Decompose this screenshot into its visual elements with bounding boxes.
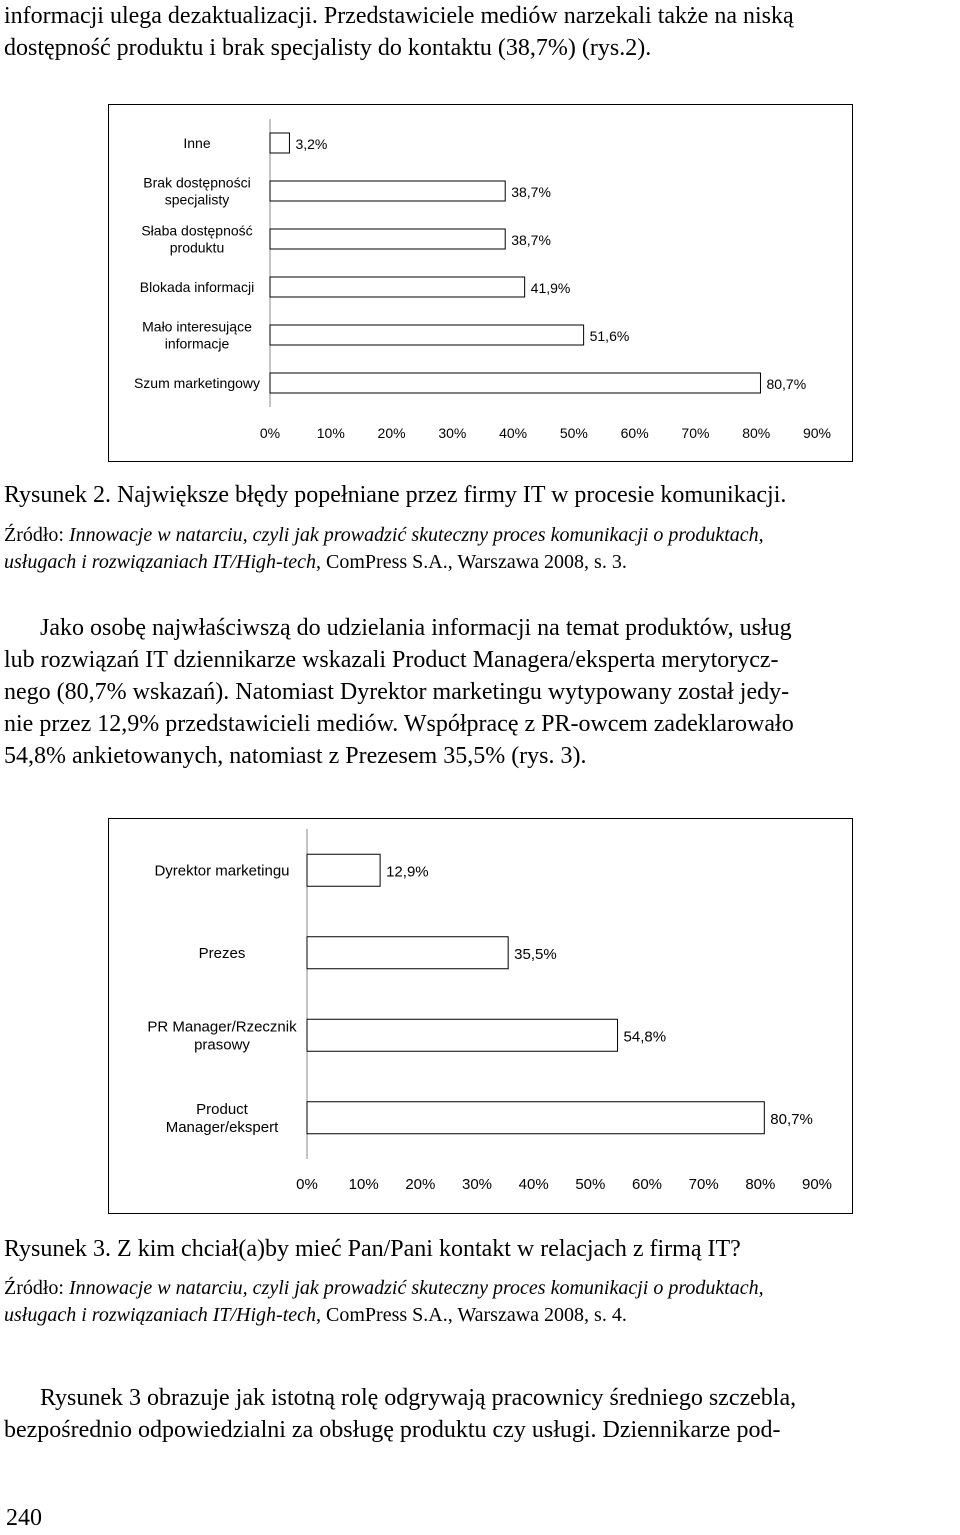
category-label: prasowy <box>194 1036 250 1054</box>
paragraph-line: nego (80,7% wskazań). Natomiast Dyrektor marketingu wytypowany został jedy- <box>4 679 790 705</box>
figure-2-caption: Rysunek 2. Największe błędy popełniane przez firmy IT w procesie komunikacji. <box>4 482 787 508</box>
bottom-paragraph <box>4 1382 956 1446</box>
figure-3-svg <box>109 819 852 1213</box>
bar <box>270 373 760 393</box>
x-tick-label: 60% <box>620 425 649 441</box>
bar-value-label: 35,5% <box>514 945 557 963</box>
x-tick-label: 90% <box>801 1176 833 1193</box>
x-tick-label: 40% <box>499 425 528 441</box>
x-tick-label: 70% <box>681 425 710 441</box>
bar-value-label: 38,7% <box>511 184 551 200</box>
bar <box>270 229 505 249</box>
bar <box>270 277 525 297</box>
page-number: 240 <box>6 1505 42 1531</box>
category-label: Inne <box>183 135 211 151</box>
source-publisher: , ComPress S.A., Warszawa 2008, s. 4. <box>316 1304 627 1326</box>
category-label: produktu <box>169 239 225 256</box>
x-tick-label: 60% <box>631 1176 663 1193</box>
x-tick-label: 10% <box>316 425 345 441</box>
bar-value-label: 41,9% <box>530 280 571 296</box>
category-label: specjalisty <box>164 191 230 208</box>
figure-3-caption: Rysunek 3. Z kim chciał(a)by mieć Pan/Pani kontakt w relacjach z firmą IT? <box>4 1236 741 1262</box>
x-tick-label: 50% <box>559 425 588 441</box>
x-tick-label: 80% <box>742 425 771 441</box>
category-label: Dyrektor marketingu <box>154 862 290 880</box>
category-label: Brak dostępności <box>143 174 251 191</box>
top-paragraph <box>4 0 956 64</box>
figure-2-source <box>4 522 956 576</box>
category-label: PR Manager/Rzecznik <box>147 1018 297 1036</box>
figure-3-source <box>4 1275 956 1329</box>
bar <box>270 133 289 153</box>
bar-value-label: 38,7% <box>511 232 551 248</box>
bar <box>270 325 584 345</box>
x-tick-label: 70% <box>688 1176 719 1193</box>
category-label: Prezes <box>198 944 246 962</box>
source-title-part-2: usługach i rozwiązaniach IT/High-tech <box>4 551 317 573</box>
paragraph-line: dostępność produktu i brak specjalisty do kontaktu (38,7%) (rys.2). <box>4 35 652 61</box>
source-title-part-2: usługach i rozwiązaniach IT/High-tech <box>4 1304 317 1326</box>
paragraph-line: 54,8% ankietowanych, natomiast z Prezesem 35,5% (rys. 3). <box>4 743 587 769</box>
source-label: Źródło: <box>4 524 69 546</box>
source-title-part-1: Innowacje w natarciu, czyli jak prowadzić skuteczny proces komunikacji o produktach, <box>69 524 764 546</box>
bar-value-label: 3,2% <box>295 136 328 152</box>
bar-value-label: 12,9% <box>386 863 429 881</box>
middle-paragraph <box>4 612 956 772</box>
bar-value-label: 51,6% <box>589 328 630 344</box>
x-tick-label: 80% <box>745 1176 776 1193</box>
source-publisher: , ComPress S.A., Warszawa 2008, s. 3. <box>316 551 627 573</box>
category-label: informacje <box>164 335 230 352</box>
paragraph-line: Jako osobę najwłaściwszą do udzielania informacji na temat produktów, usług <box>40 615 792 641</box>
x-tick-label: 20% <box>377 425 406 441</box>
x-tick-label: 0% <box>259 425 281 441</box>
category-label: Product <box>196 1100 248 1118</box>
bar <box>307 854 380 886</box>
x-tick-label: 30% <box>438 425 467 441</box>
category-label: Blokada informacji <box>139 279 255 295</box>
bar-value-label: 54,8% <box>623 1028 667 1046</box>
x-tick-label: 0% <box>296 1176 318 1193</box>
x-tick-label: 50% <box>575 1176 606 1193</box>
x-tick-label: 90% <box>802 425 832 441</box>
bar-value-label: 80,7% <box>770 1110 813 1128</box>
bar <box>307 1102 764 1134</box>
source-label: Źródło: <box>4 1277 69 1299</box>
category-label: Szum marketingowy <box>133 375 261 391</box>
x-tick-label: 10% <box>348 1176 379 1193</box>
x-tick-label: 20% <box>405 1176 436 1193</box>
category-label: Mało interesujące <box>142 318 252 335</box>
paragraph-line: bezpośrednio odpowiedzialni za obsługę produktu czy usługi. Dziennikarze pod- <box>4 1417 781 1443</box>
paragraph-line: informacji ulega dezaktualizacji. Przedstawiciele mediów narzekali także na niską <box>4 3 794 29</box>
bar <box>307 1019 618 1051</box>
bar <box>270 181 505 201</box>
category-label: Słaba dostępność <box>141 222 253 239</box>
bar <box>307 937 508 969</box>
x-tick-label: 40% <box>518 1176 549 1193</box>
figure-3-chart <box>108 818 853 1214</box>
category-label: Manager/ekspert <box>165 1118 279 1136</box>
paragraph-line: Rysunek 3 obrazuje jak istotną rolę odgrywają pracownicy średniego szczebla, <box>40 1385 797 1411</box>
figure-2-chart <box>108 104 853 462</box>
figure-2-svg <box>109 105 852 461</box>
paragraph-line: lub rozwiązań IT dziennikarze wskazali Product Managera/eksperta merytorycz- <box>4 647 779 673</box>
x-tick-label: 30% <box>461 1176 493 1193</box>
source-title-part-1: Innowacje w natarciu, czyli jak prowadzić skuteczny proces komunikacji o produktach, <box>69 1277 764 1299</box>
bar-value-label: 80,7% <box>766 376 807 392</box>
paragraph-line: nie przez 12,9% przedstawicieli mediów. Współpracę z PR-owcem zadeklarowało <box>4 711 794 737</box>
